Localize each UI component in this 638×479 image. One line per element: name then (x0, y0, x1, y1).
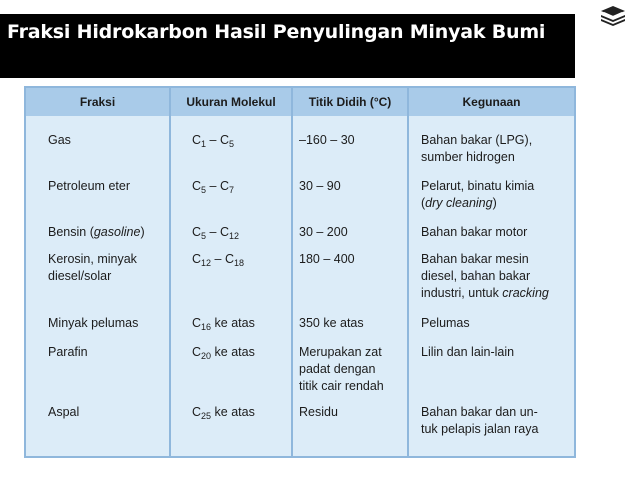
cell-titik-didih: 350 ke atas (299, 316, 364, 330)
cell-kegunaan: Lilin dan lain-lain (421, 345, 515, 359)
cell-fraksi: Minyak pelumas (48, 316, 139, 330)
cell-ukuran-molekul: $C_{20}$ ke atas (192, 345, 255, 361)
header-kegunaan: Kegunaan (462, 95, 521, 109)
cell-fraksi: Gas (48, 133, 71, 147)
cell-kegunaan: Bahan bakar motor (421, 225, 528, 239)
column-divider (407, 88, 409, 456)
header-titik-didih: Titik Didih (°C) (308, 95, 392, 109)
cell-ukuran-molekul: $C_{25}$ ke atas (192, 405, 255, 421)
fraksi-table (24, 86, 576, 458)
title-bar (0, 14, 575, 78)
cell-kegunaan: Bahan bakar dan un- tuk pelapis jalan raya (421, 405, 539, 436)
cell-titik-didih: Merupakan zat padat dengan titik cair rendah (299, 345, 384, 393)
column-divider (169, 88, 171, 456)
cell-ukuran-molekul: $C_{12} - C_{18}$ (192, 252, 244, 268)
cell-fraksi: Kerosin, minyak diesel/solar (48, 252, 137, 283)
cell-ukuran-molekul: $C_1 - C_5$ (192, 133, 234, 149)
cell-ukuran-molekul: $C_5 - C_7$ (192, 179, 234, 195)
cell-ukuran-molekul: $C_5 - C_{12}$ (192, 225, 239, 241)
table-header (26, 88, 574, 116)
cell-ukuran-molekul: $C_{16}$ ke atas (192, 316, 255, 332)
cell-titik-didih: 30 – 200 (299, 225, 348, 239)
column-divider (291, 88, 293, 456)
cell-kegunaan: Pelarut, binatu kimia (dry cleaning) (421, 179, 535, 210)
cell-titik-didih: Residu (299, 405, 338, 419)
cell-fraksi: Aspal (48, 405, 80, 419)
cell-titik-didih: –160 – 30 (299, 133, 355, 147)
page-title: Fraksi Hidrokarbon Hasil Penyulingan Minyak Bumi (7, 21, 546, 43)
cell-titik-didih: 30 – 90 (299, 179, 341, 193)
cell-fraksi: Petroleum eter (48, 179, 130, 193)
books-icon (598, 4, 628, 28)
header-ukuran-molekul: Ukuran Molekul (186, 95, 276, 109)
cell-titik-didih: 180 – 400 (299, 252, 355, 266)
cell-fraksi: Bensin (gasoline) (48, 225, 145, 239)
cell-fraksi: Parafin (48, 345, 88, 359)
cell-kegunaan: Bahan bakar mesin diesel, bahan bakar industri, untuk cracking (421, 252, 549, 300)
cell-kegunaan: Bahan bakar (LPG), sumber hidrogen (421, 133, 533, 164)
header-fraksi: Fraksi (79, 95, 116, 109)
cell-kegunaan: Pelumas (421, 316, 470, 330)
